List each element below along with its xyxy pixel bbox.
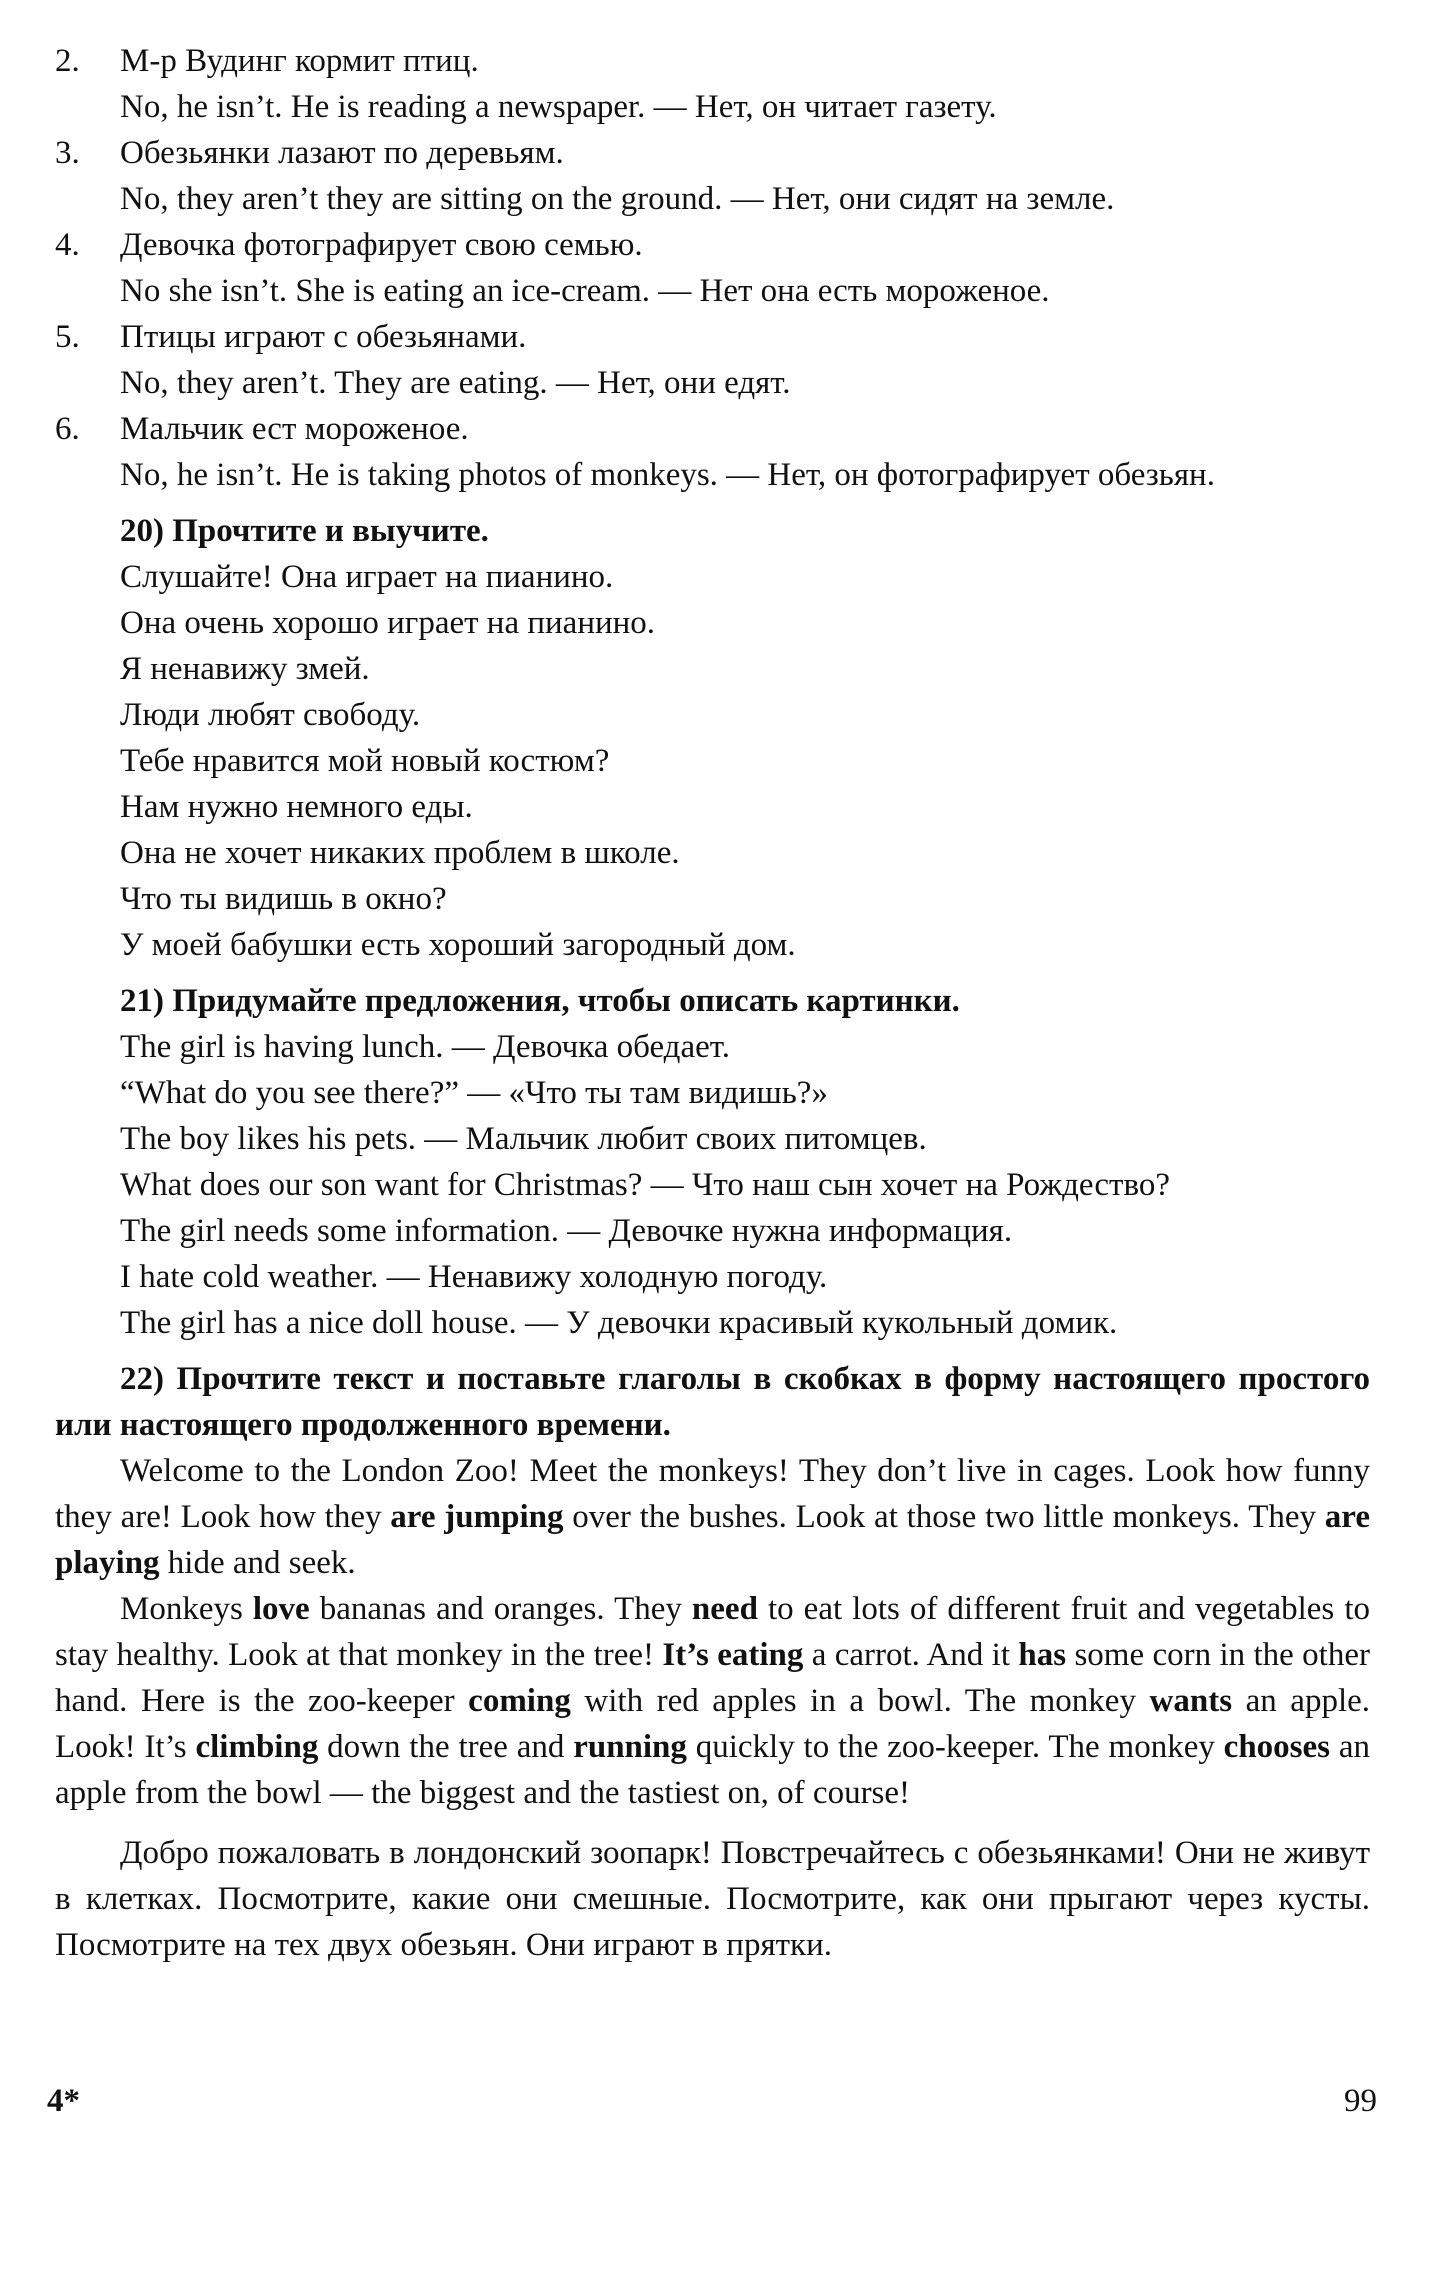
verb-answer: coming [468,1683,571,1719]
verb-answer: It’s eating [662,1637,804,1673]
verb-answer: running [573,1729,687,1765]
text-run: bananas and oranges. They [309,1591,692,1627]
page-footer [47,2078,1377,2128]
item-number: 6. [55,411,80,447]
exercise-line: The girl needs some information. — Девочке нужна информация. [120,1213,1013,1249]
text-run: with red apples in a bowl. The monkey [570,1683,1150,1719]
item-number: 3. [55,135,80,171]
item-answer: No, they aren’t. They are eating. — Нет, они едят. [120,365,791,401]
verb-answer: has [1018,1637,1067,1673]
text-run: quickly to the zoo-keeper. The monkey [686,1729,1224,1765]
list-item [55,130,1370,222]
verb-answer: climbing [195,1729,319,1765]
text-run: a carrot. And it [803,1637,1019,1673]
item-answer: No, he isn’t. He is taking photos of monkeys. — Нет, он фотографирует обезьян. [120,457,1215,493]
verb-answer: need [691,1591,758,1627]
verb-answer: chooses [1223,1729,1331,1765]
text-run: down the tree and [318,1729,574,1765]
item-number: 5. [55,319,80,355]
exercise-line: Она очень хорошо играет на пианино. [120,605,656,641]
page-number: 99 [1344,2083,1377,2119]
text-run: hide and seek. [159,1545,356,1581]
text-paragraph-1 [55,1448,1370,1586]
text-paragraph-2 [55,1586,1370,1816]
exercise-21 [55,978,1370,1346]
answer-list [55,38,1370,498]
text-run: Welcome to the London Zoo! Meet the monkeys! They don’t live in cages. Look how funny they are! Look how they [55,1453,1370,1535]
item-number: 2. [55,43,80,79]
exercise-line: Я ненавижу змей. [120,651,370,687]
verb-answer: love [252,1591,310,1627]
exercise-line: Слушайте! Она играет на пианино. [120,559,614,595]
verb-answer: are jumping [390,1499,564,1535]
item-russian: Птицы играют с обезьянами. [120,319,527,355]
page-content [55,38,1370,1968]
translation-paragraph: Добро пожаловать в лондонский зоопарк! Повстречайтесь с обезьянками! Они не живут в клетках. Посмотрите, какие они смешные. Посмотрите, как они прыгают через кусты. Посмотрите на тех двух обезьян. Они играют в прятки. [55,1835,1370,1963]
exercise-line: Что ты видишь в окно? [120,881,447,917]
item-russian: Девочка фотографирует свою семью. [120,227,643,263]
text-run: over the bushes. Look at those two little monkeys. They [563,1499,1325,1535]
item-russian: Мальчик ест мороженое. [120,411,469,447]
exercise-title: 20) Прочтите и выучите. [120,513,489,549]
item-answer: No she isn’t. She is eating an ice-cream. — Нет она есть мороженое. [120,273,1050,309]
exercise-22 [55,1356,1370,1968]
exercise-line: What does our son want for Christmas? — Что наш сын хочет на Рождество? [120,1167,1170,1203]
exercise-line: Тебе нравится мой новый костюм? [120,743,610,779]
item-russian: Обезьянки лазают по деревьям. [120,135,564,171]
exercise-line: The boy likes his pets. — Мальчик любит своих питомцев. [120,1121,927,1157]
list-item [55,222,1370,314]
exercise-line: “What do you see there?” — «Что ты там видишь?» [120,1075,828,1111]
exercise-line: У моей бабушки есть хороший загородный дом. [120,927,796,963]
item-answer: No, he isn’t. He is reading a newspaper. — Нет, он читает газету. [120,89,997,125]
exercise-line: The girl is having lunch. — Девочка обедает. [120,1029,730,1065]
signature-mark: 4* [47,2083,80,2119]
list-item [55,406,1370,498]
text-run: to eat lots of different fruit and vegetables to stay healthy. Look at that monkey in the tree! [55,1591,1370,1673]
verb-answer: wants [1149,1683,1233,1719]
exercise-line: Она не хочет никаких проблем в школе. [120,835,680,871]
text-run: an apple. Look! It’s [55,1683,1371,1765]
exercise-title: 22) Прочтите текст и поставьте глаголы в скобках в форму настоящего простого или настоящего продолженного времени. [55,1361,1370,1443]
item-answer: No, they aren’t they are sitting on the ground. — Нет, они сидят на земле. [120,181,1115,217]
list-item [55,38,1370,130]
verb-answer: are playing [55,1499,1370,1581]
exercise-20 [55,508,1370,968]
text-run: Monkeys [120,1591,253,1627]
exercise-line: I hate cold weather. — Ненавижу холодную погоду. [120,1259,828,1295]
text-run: an apple from the bowl — the biggest and the tastiest on, of course! [55,1729,1370,1811]
exercise-line: Нам нужно немного еды. [120,789,473,825]
item-number: 4. [55,227,80,263]
exercise-line: Люди любят свободу. [120,697,421,733]
exercise-line: The girl has a nice doll house. — У девочки красивый кукольный домик. [120,1305,1118,1341]
item-russian: М-р Вудинг кормит птиц. [120,43,479,79]
text-run: some corn in the other hand. Here is the zoo-keeper [55,1637,1370,1719]
list-item [55,314,1370,406]
exercise-title: 21) Придумайте предложения, чтобы описать картинки. [120,983,960,1019]
